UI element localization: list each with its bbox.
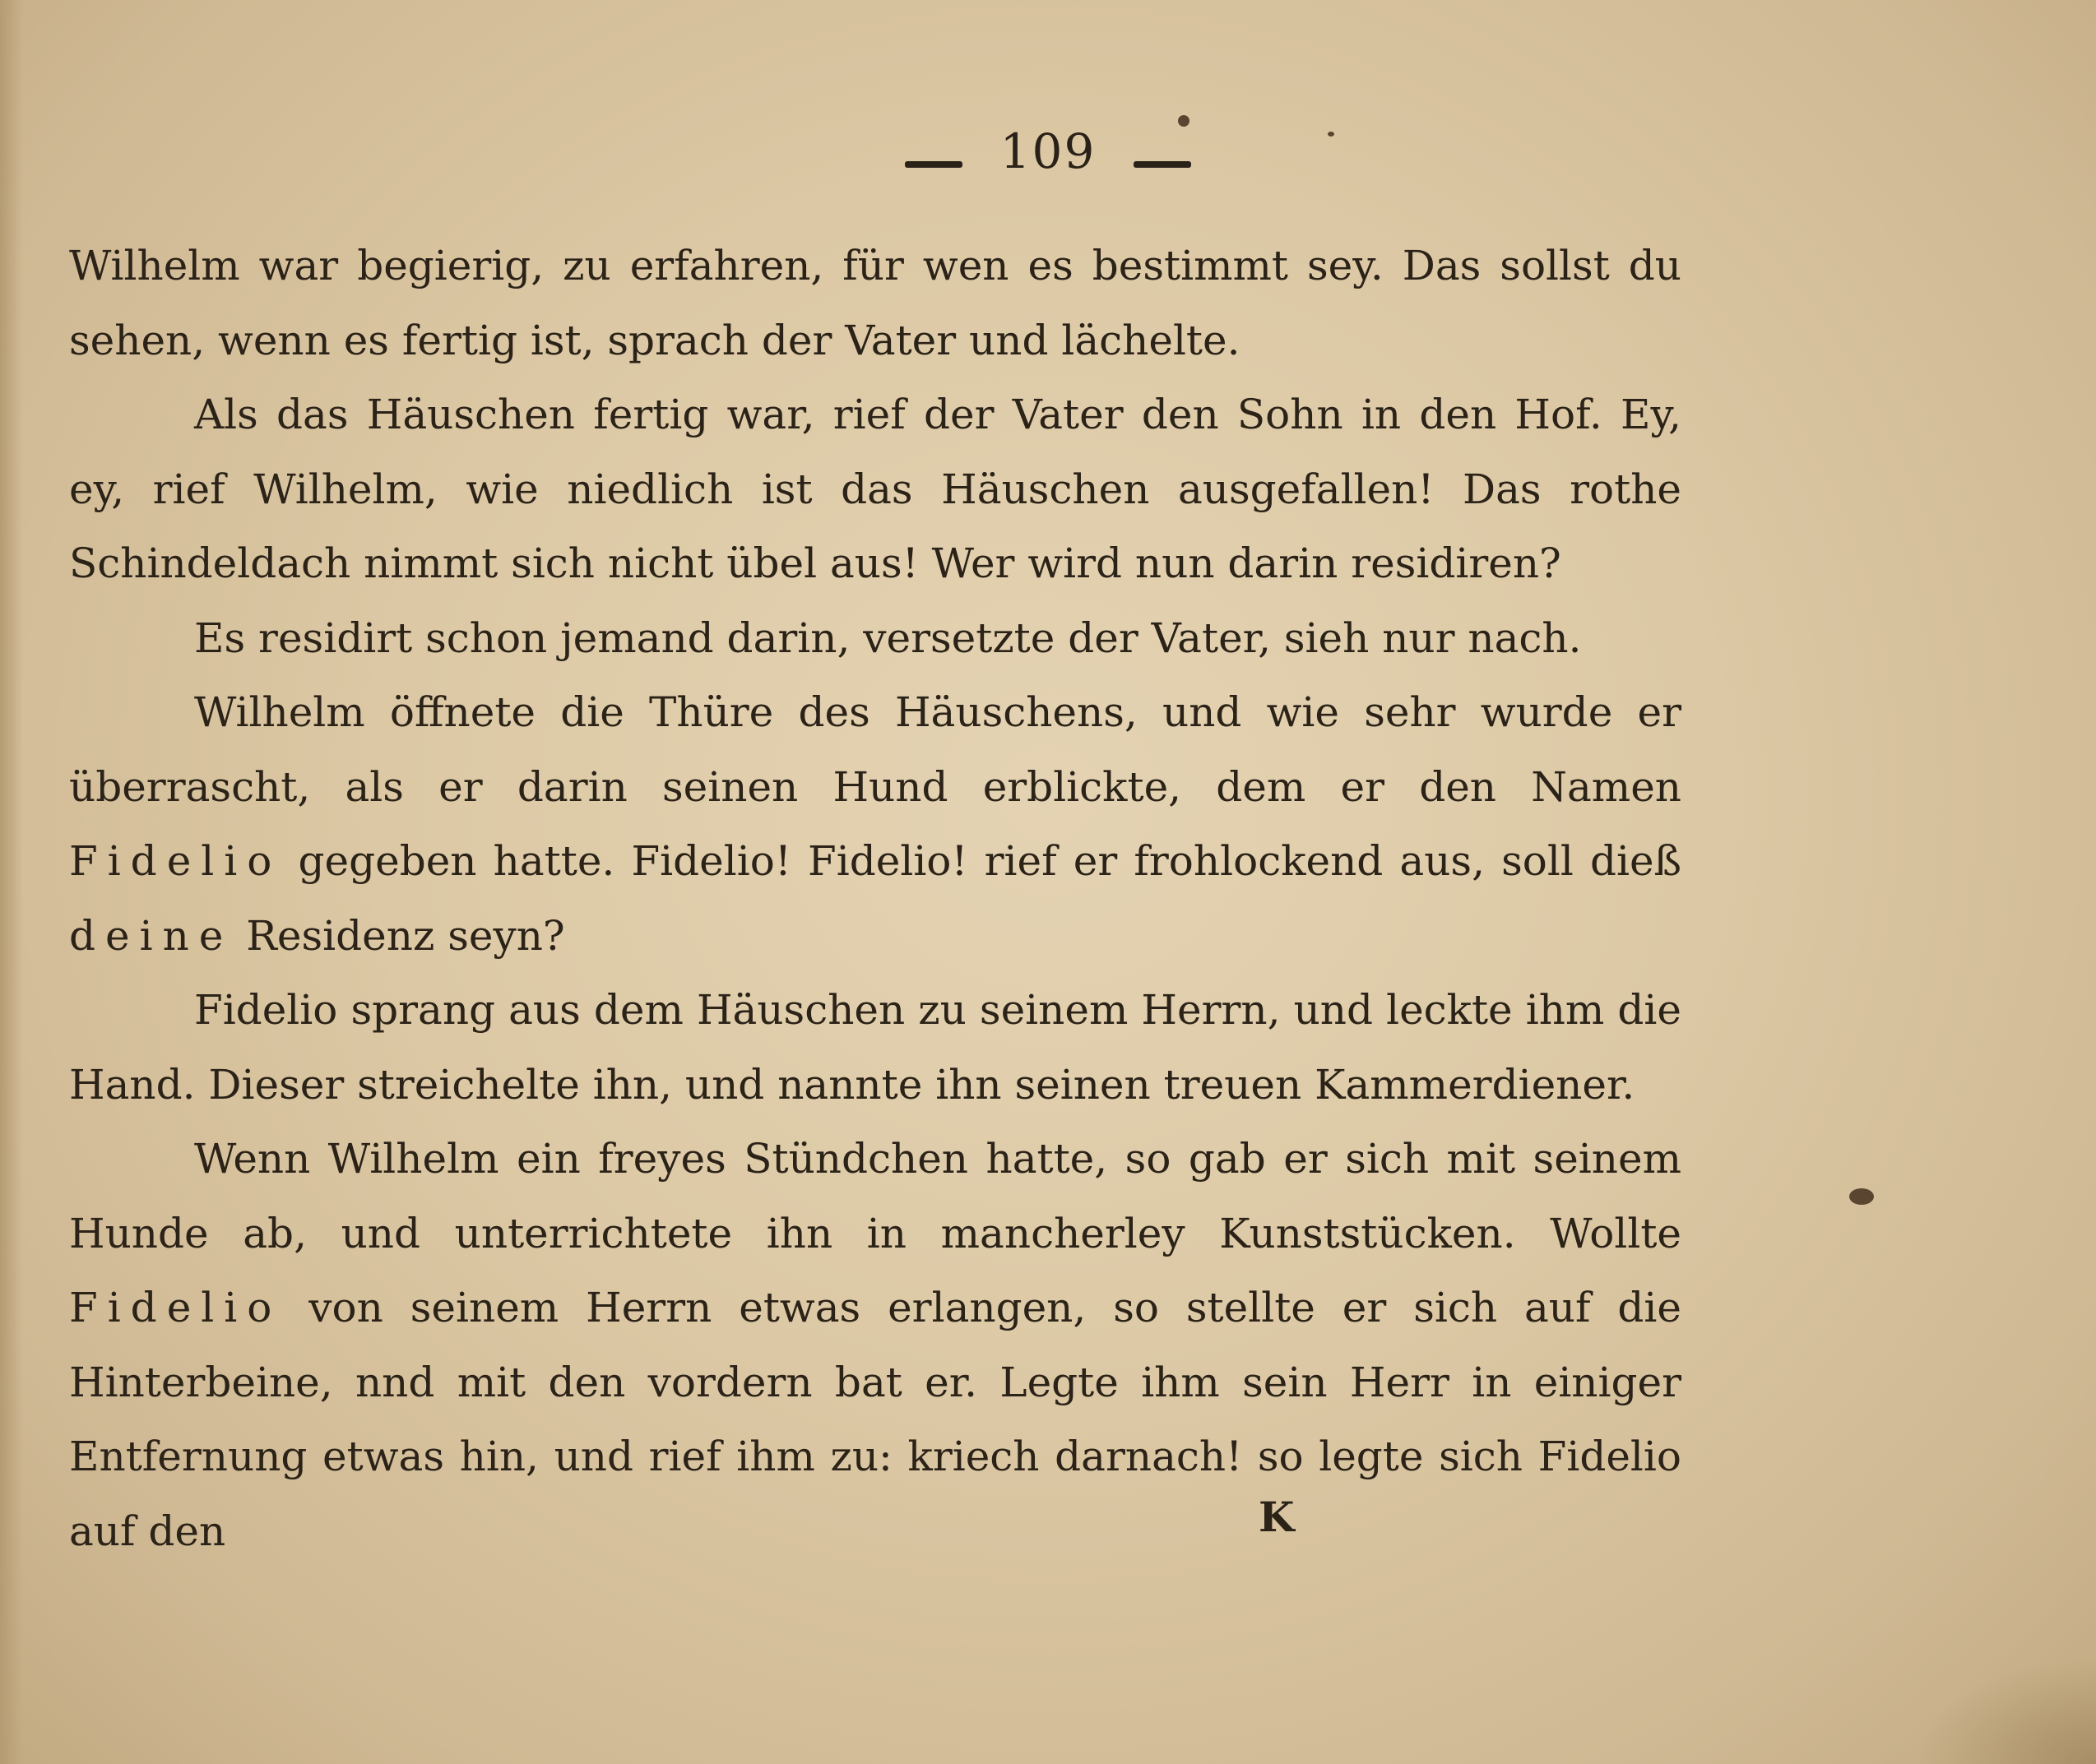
paragraph: Als das Häuschen fertig war, rief der Vater den Sohn in den Hof. Ey, ey, rief Wilhelm, wie niedlich ist das Häuschen ausgefallen! Das rothe Schindeldach nimmt sich nicht übel aus! Wer wird nun darin residiren? <box>69 391 1681 587</box>
header-dash-right <box>1134 161 1191 168</box>
spaced-name: Fidelio <box>69 837 282 885</box>
spaced-emphasis: deine <box>69 911 234 960</box>
page-stain-corner <box>1915 1657 2096 1764</box>
catchword: K <box>1259 1493 1295 1541</box>
paragraph: Fidelio sprang aus dem Häuschen zu seinem Herrn, und leckte ihm die Hand. Dieser streichelte ihn, und nannte ihn seinen treuen Kammerdiener. <box>69 986 1681 1109</box>
text-run: von seinem Herrn etwas erlangen, so stellte er sich auf die Hinterbeine, nnd mit den vordern bat er. Legte ihm sein Herr in einiger Entfernung etwas hin, und rief ihm zu: kriech darnach! so legte sich Fidelio auf den <box>69 1284 1681 1555</box>
page-shadow-left <box>0 0 23 1764</box>
text-run: gegeben hatte. Fidelio! Fidelio! rief er frohlockend aus, soll dieß <box>281 837 1681 885</box>
text-run: Residenz seyn? <box>233 911 565 960</box>
paragraph: Es residirt schon jemand darin, versetzte der Vater, sieh nur nach. <box>194 613 1582 662</box>
ink-spot <box>1849 1188 1874 1205</box>
body-text <box>69 229 1681 1568</box>
page-header <box>0 123 2096 179</box>
paragraph: Wilhelm war begierig, zu erfahren, für wen es bestimmt sey. Das sollst du sehen, wenn es fertig ist, sprach der Vater und lächelte. <box>69 242 1681 364</box>
page-number: 109 <box>999 123 1097 179</box>
spaced-name: Fidelio <box>69 1284 282 1331</box>
paragraph <box>69 675 1681 973</box>
header-dash-left <box>905 161 962 168</box>
text-run: Wenn Wilhelm ein freyes Stündchen hatte, so gab er sich mit seinem Hunde ab, und unterrichtete ihn in mancherley Kunststücken. Wollte <box>69 1135 1681 1257</box>
text-run: Wilhelm öffnete die Thüre des Häuschens, und wie sehr wurde er überrascht, als er darin seinen Hund erblickte, dem er den Namen <box>69 688 1681 811</box>
paragraph <box>69 1122 1681 1568</box>
